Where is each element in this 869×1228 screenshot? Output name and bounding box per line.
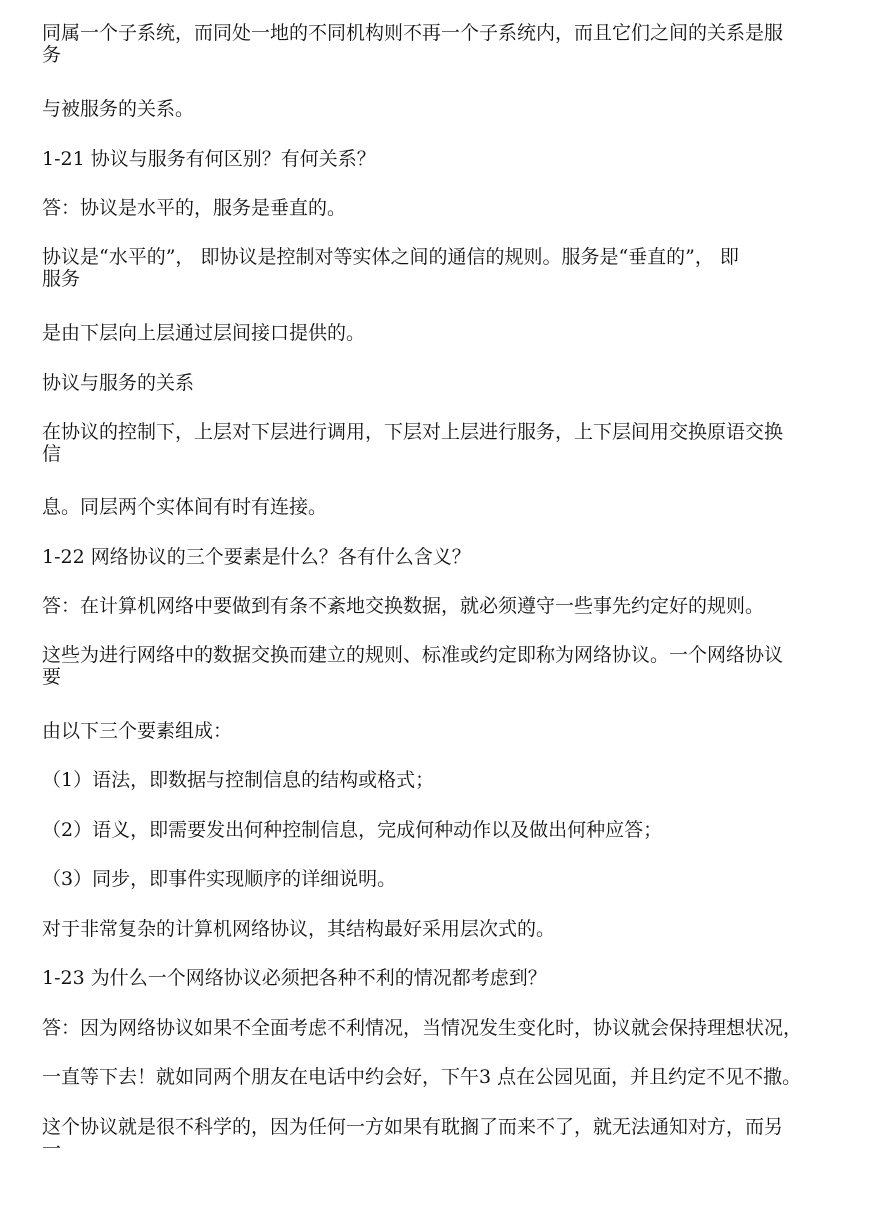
list-item: （3）同步，即事件实现顺序的详细说明。 <box>42 868 397 890</box>
text-line: 对于非常复杂的计算机网络协议，其结构最好采用层次式的。 <box>42 918 556 940</box>
text-line: 答：在计算机网络中要做到有条不紊地交换数据，就必须遵守一些事先约定好的规则。 <box>42 595 765 617</box>
text-line: 与被服务的关系。 <box>42 98 195 120</box>
text-line: 协议是“水平的”， 即协议是控制对等实体之间的通信的规则。服务是“垂直的”， 即 服务 <box>42 246 739 290</box>
text-line: 协议与服务的关系 <box>42 372 195 394</box>
text-line: 一直等下去！就如同两个朋友在电话中约会好，下午3 点在公园见面，并且约定不见不撒。 <box>42 1066 802 1088</box>
text-line: 是由下层向上层通过层间接口提供的。 <box>42 322 366 344</box>
text-line: 这些为进行网络中的数据交换而建立的规则、标准或约定即称为网络协议。一个网络协议 要 <box>42 644 784 688</box>
list-item: （2）语义，即需要发出何种控制信息，完成何种动作以及做出何种应答； <box>42 819 663 841</box>
question-heading: 1-21 协议与服务有何区别？有何关系？ <box>42 148 376 170</box>
question-heading: 1-23 为什么一个网络协议必须把各种不利的情况都考虑到？ <box>42 967 547 989</box>
text-line: 在协议的控制下，上层对下层进行调用，下层对上层进行服务，上下层间用交换原语交换 信 <box>42 421 784 465</box>
text-line: 由以下三个要素组成： <box>42 720 233 742</box>
text-line: 答：因为网络协议如果不全面考虑不利情况，当情况发生变化时，协议就会保持理想状况， <box>42 1017 803 1039</box>
text-line: 息。同层两个实体间有时有连接。 <box>42 496 328 518</box>
list-item: （1）语法，即数据与控制信息的结构或格式； <box>42 769 435 791</box>
text-line: 这个协议就是很不科学的，因为任何一方如果有耽搁了而来不了，就无法通知对方，而另 一 <box>42 1116 784 1160</box>
question-heading: 1-22 网络协议的三个要素是什么？各有什么含义？ <box>42 546 471 568</box>
text-line: 答：协议是水平的，服务是垂直的。 <box>42 197 347 219</box>
text-line: 同属一个子系统，而同处一地的不同机构则不再一个子系统内，而且它们之间的关系是服 务 <box>42 22 784 66</box>
